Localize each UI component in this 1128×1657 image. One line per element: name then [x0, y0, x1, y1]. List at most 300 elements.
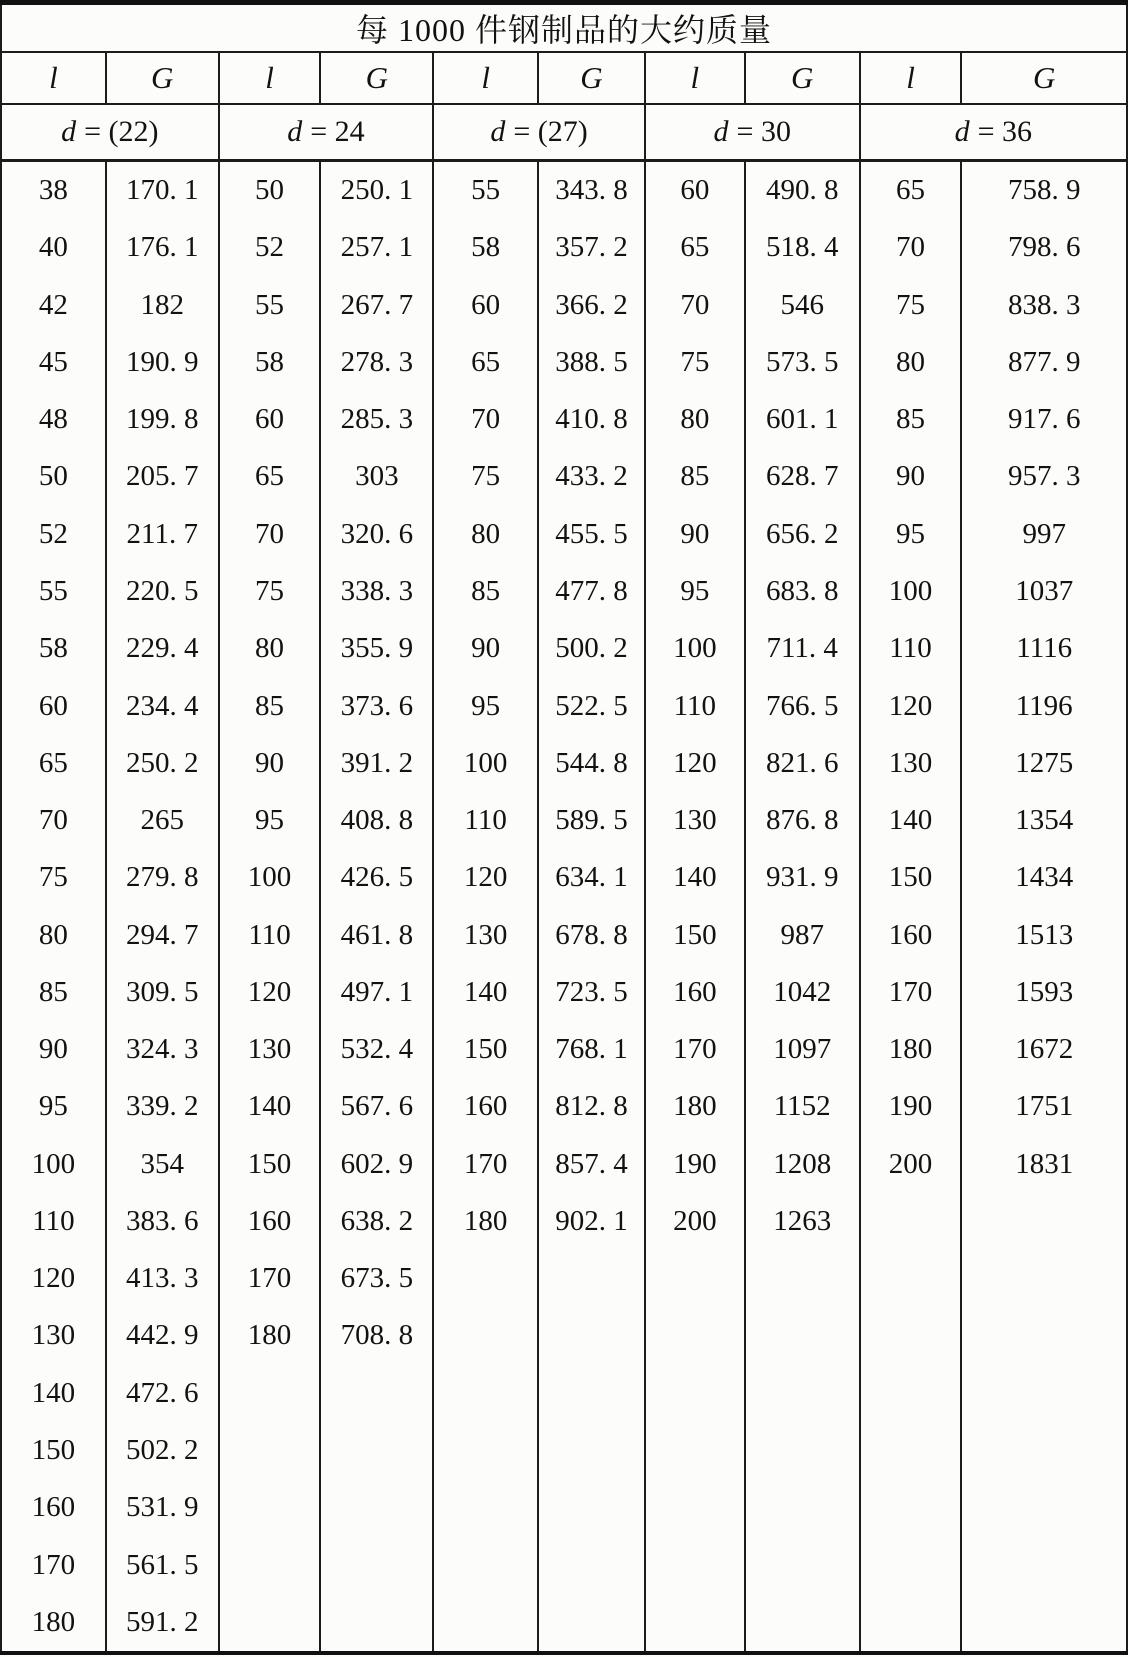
d-value: = (27) [513, 115, 588, 148]
g-value-cell: 408. 8 [320, 792, 433, 849]
g-value-cell [538, 1365, 645, 1422]
l-value-cell: 120 [860, 677, 962, 734]
g-value-cell: 250. 1 [320, 161, 433, 220]
g-value-cell: 357. 2 [538, 219, 645, 276]
d-value: = 36 [977, 115, 1033, 148]
g-header: G [106, 52, 219, 104]
g-value-cell: 320. 6 [320, 506, 433, 563]
g-value-cell [961, 1422, 1127, 1479]
g-value-cell: 229. 4 [106, 620, 219, 677]
l-value-cell: 130 [1, 1307, 106, 1364]
diameter-d22 [1, 104, 219, 161]
g-value-cell: 532. 4 [320, 1021, 433, 1078]
l-value-cell [433, 1594, 538, 1653]
g-value-cell: 812. 8 [538, 1078, 645, 1135]
l-value-cell [433, 1365, 538, 1422]
l-value-cell: 55 [433, 161, 538, 220]
l-value-cell: 120 [433, 849, 538, 906]
l-value-cell: 90 [860, 448, 962, 505]
d-value: = 30 [736, 115, 791, 148]
l-value-cell: 100 [1, 1136, 106, 1193]
l-value-cell: 45 [1, 334, 106, 391]
g-value-cell [538, 1594, 645, 1653]
g-value-cell: 388. 5 [538, 334, 645, 391]
g-value-cell: 601. 1 [745, 391, 860, 448]
g-value-cell: 518. 4 [745, 219, 860, 276]
g-value-cell: 199. 8 [106, 391, 219, 448]
l-value-cell [433, 1307, 538, 1364]
l-value-cell: 95 [1, 1078, 106, 1135]
table-row [1, 1422, 1127, 1479]
l-value-cell: 55 [1, 563, 106, 620]
g-value-cell: 876. 8 [745, 792, 860, 849]
l-value-cell: 140 [645, 849, 745, 906]
l-value-cell: 110 [1, 1193, 106, 1250]
g-value-cell: 573. 5 [745, 334, 860, 391]
g-value-cell: 391. 2 [320, 735, 433, 792]
l-value-cell: 85 [860, 391, 962, 448]
l-value-cell: 75 [1, 849, 106, 906]
l-value-cell: 80 [645, 391, 745, 448]
g-value-cell: 500. 2 [538, 620, 645, 677]
d-symbol: d [954, 115, 970, 148]
g-value-cell: 546 [745, 277, 860, 334]
l-value-cell: 52 [1, 506, 106, 563]
l-value-cell: 150 [645, 906, 745, 963]
g-value-cell: 1672 [961, 1021, 1127, 1078]
g-value-cell: 338. 3 [320, 563, 433, 620]
g-value-cell: 426. 5 [320, 849, 433, 906]
table-row [1, 735, 1127, 792]
l-value-cell: 52 [219, 219, 321, 276]
l-value-cell: 75 [860, 277, 962, 334]
l-value-cell: 60 [219, 391, 321, 448]
g-value-cell: 602. 9 [320, 1136, 433, 1193]
g-value-cell: 1434 [961, 849, 1127, 906]
g-value-cell: 711. 4 [745, 620, 860, 677]
g-value-cell: 303 [320, 448, 433, 505]
d-symbol: d [490, 115, 506, 148]
l-value-cell [860, 1479, 962, 1536]
l-value-cell: 75 [645, 334, 745, 391]
g-value-cell: 1593 [961, 964, 1127, 1021]
g-value-cell: 1208 [745, 1136, 860, 1193]
l-value-cell: 42 [1, 277, 106, 334]
g-value-cell: 324. 3 [106, 1021, 219, 1078]
g-value-cell: 838. 3 [961, 277, 1127, 334]
l-value-cell: 70 [860, 219, 962, 276]
g-value-cell: 656. 2 [745, 506, 860, 563]
l-value-cell: 140 [219, 1078, 321, 1135]
l-value-cell [860, 1365, 962, 1422]
l-value-cell [860, 1594, 962, 1653]
table-body [1, 161, 1127, 1654]
l-value-cell: 110 [860, 620, 962, 677]
l-value-cell: 160 [1, 1479, 106, 1536]
d-symbol: d [287, 115, 303, 148]
g-value-cell: 279. 8 [106, 849, 219, 906]
l-value-cell: 110 [645, 677, 745, 734]
l-value-cell [860, 1307, 962, 1364]
g-value-cell: 373. 6 [320, 677, 433, 734]
l-value-cell: 120 [219, 964, 321, 1021]
g-value-cell: 678. 8 [538, 906, 645, 963]
l-value-cell [860, 1422, 962, 1479]
g-value-cell: 1037 [961, 563, 1127, 620]
column-header-row [1, 52, 1127, 104]
table-row [1, 563, 1127, 620]
l-value-cell: 90 [645, 506, 745, 563]
g-value-cell: 267. 7 [320, 277, 433, 334]
l-value-cell: 60 [645, 161, 745, 220]
l-value-cell: 90 [433, 620, 538, 677]
l-value-cell: 160 [645, 964, 745, 1021]
g-value-cell: 410. 8 [538, 391, 645, 448]
table-row [1, 334, 1127, 391]
l-value-cell: 190 [860, 1078, 962, 1135]
l-value-cell: 80 [219, 620, 321, 677]
g-value-cell: 1263 [745, 1193, 860, 1250]
l-value-cell: 75 [219, 563, 321, 620]
g-value-cell: 355. 9 [320, 620, 433, 677]
l-value-cell [645, 1250, 745, 1307]
l-value-cell [645, 1422, 745, 1479]
g-value-cell: 723. 5 [538, 964, 645, 1021]
g-value-cell: 634. 1 [538, 849, 645, 906]
l-value-cell: 170 [219, 1250, 321, 1307]
l-value-cell: 110 [219, 906, 321, 963]
diameter-header-row [1, 104, 1127, 161]
l-value-cell: 50 [1, 448, 106, 505]
l-value-cell [433, 1422, 538, 1479]
g-value-cell: 1275 [961, 735, 1127, 792]
table-row [1, 1078, 1127, 1135]
l-value-cell: 85 [1, 964, 106, 1021]
g-value-cell: 339. 2 [106, 1078, 219, 1135]
g-value-cell [745, 1307, 860, 1364]
l-value-cell: 120 [1, 1250, 106, 1307]
d-value: = (22) [84, 115, 159, 148]
l-value-cell: 60 [1, 677, 106, 734]
g-value-cell [320, 1365, 433, 1422]
table-row [1, 1536, 1127, 1593]
l-value-cell: 95 [219, 792, 321, 849]
l-header: l [645, 52, 745, 104]
g-value-cell: 1196 [961, 677, 1127, 734]
table-title: 每 1000 件钢制品的大约质量 [1, 3, 1127, 53]
g-value-cell: 638. 2 [320, 1193, 433, 1250]
g-value-cell: 1097 [745, 1021, 860, 1078]
l-value-cell: 170 [860, 964, 962, 1021]
g-value-cell: 472. 6 [106, 1365, 219, 1422]
l-value-cell: 180 [219, 1307, 321, 1364]
l-value-cell: 70 [645, 277, 745, 334]
diameter-d24 [219, 104, 434, 161]
g-value-cell: 628. 7 [745, 448, 860, 505]
l-value-cell: 140 [860, 792, 962, 849]
l-value-cell: 80 [433, 506, 538, 563]
g-value-cell: 877. 9 [961, 334, 1127, 391]
g-value-cell: 285. 3 [320, 391, 433, 448]
table-row [1, 391, 1127, 448]
table-row [1, 1594, 1127, 1653]
g-value-cell: 170. 1 [106, 161, 219, 220]
g-value-cell: 589. 5 [538, 792, 645, 849]
g-value-cell: 294. 7 [106, 906, 219, 963]
l-value-cell: 130 [433, 906, 538, 963]
l-value-cell: 140 [433, 964, 538, 1021]
l-value-cell: 70 [433, 391, 538, 448]
l-value-cell: 65 [645, 219, 745, 276]
l-value-cell: 38 [1, 161, 106, 220]
l-value-cell: 200 [860, 1136, 962, 1193]
g-header: G [745, 52, 860, 104]
g-value-cell: 1751 [961, 1078, 1127, 1135]
g-value-cell: 234. 4 [106, 677, 219, 734]
table-row [1, 1365, 1127, 1422]
g-value-cell: 309. 5 [106, 964, 219, 1021]
g-value-cell: 265 [106, 792, 219, 849]
l-value-cell: 65 [433, 334, 538, 391]
g-value-cell: 683. 8 [745, 563, 860, 620]
l-value-cell: 160 [860, 906, 962, 963]
g-value-cell: 522. 5 [538, 677, 645, 734]
table-row [1, 620, 1127, 677]
l-value-cell: 80 [1, 906, 106, 963]
l-value-cell: 50 [219, 161, 321, 220]
l-value-cell: 170 [645, 1021, 745, 1078]
g-value-cell [745, 1250, 860, 1307]
g-value-cell: 455. 5 [538, 506, 645, 563]
l-value-cell: 100 [433, 735, 538, 792]
g-value-cell [320, 1536, 433, 1593]
l-value-cell: 95 [645, 563, 745, 620]
g-value-cell: 1116 [961, 620, 1127, 677]
g-value-cell: 220. 5 [106, 563, 219, 620]
l-value-cell [219, 1365, 321, 1422]
l-value-cell [219, 1422, 321, 1479]
l-value-cell [645, 1479, 745, 1536]
g-value-cell: 502. 2 [106, 1422, 219, 1479]
g-value-cell: 1513 [961, 906, 1127, 963]
g-value-cell: 987 [745, 906, 860, 963]
table-row [1, 161, 1127, 220]
g-value-cell: 343. 8 [538, 161, 645, 220]
l-value-cell [433, 1479, 538, 1536]
l-value-cell: 85 [219, 677, 321, 734]
g-value-cell: 857. 4 [538, 1136, 645, 1193]
g-value-cell [745, 1479, 860, 1536]
table-row [1, 506, 1127, 563]
l-value-cell [645, 1307, 745, 1364]
diameter-d27 [433, 104, 645, 161]
g-value-cell: 708. 8 [320, 1307, 433, 1364]
l-header: l [433, 52, 538, 104]
g-value-cell [745, 1422, 860, 1479]
table-row [1, 219, 1127, 276]
l-value-cell: 85 [433, 563, 538, 620]
table-row [1, 906, 1127, 963]
l-value-cell: 65 [1, 735, 106, 792]
g-value-cell [961, 1193, 1127, 1250]
g-value-cell: 366. 2 [538, 277, 645, 334]
l-value-cell: 70 [219, 506, 321, 563]
d-symbol: d [61, 115, 77, 148]
l-value-cell: 140 [1, 1365, 106, 1422]
g-value-cell [538, 1536, 645, 1593]
table-row [1, 1193, 1127, 1250]
g-value-cell: 413. 3 [106, 1250, 219, 1307]
g-value-cell: 257. 1 [320, 219, 433, 276]
l-value-cell: 85 [645, 448, 745, 505]
l-value-cell [860, 1536, 962, 1593]
g-value-cell: 821. 6 [745, 735, 860, 792]
l-value-cell [860, 1193, 962, 1250]
g-value-cell: 1152 [745, 1078, 860, 1135]
l-value-cell [433, 1536, 538, 1593]
l-value-cell: 90 [219, 735, 321, 792]
g-value-cell [961, 1365, 1127, 1422]
g-value-cell: 957. 3 [961, 448, 1127, 505]
g-header: G [961, 52, 1127, 104]
table-row [1, 849, 1127, 906]
d-symbol: d [713, 115, 729, 148]
l-value-cell: 190 [645, 1136, 745, 1193]
l-value-cell: 95 [860, 506, 962, 563]
l-value-cell: 65 [860, 161, 962, 220]
g-value-cell: 567. 6 [320, 1078, 433, 1135]
l-value-cell: 55 [219, 277, 321, 334]
l-value-cell: 150 [219, 1136, 321, 1193]
g-value-cell: 591. 2 [106, 1594, 219, 1653]
g-value-cell [538, 1250, 645, 1307]
g-value-cell: 561. 5 [106, 1536, 219, 1593]
l-value-cell: 180 [433, 1193, 538, 1250]
g-value-cell [745, 1536, 860, 1593]
l-value-cell: 100 [219, 849, 321, 906]
g-value-cell: 190. 9 [106, 334, 219, 391]
g-value-cell [745, 1594, 860, 1653]
g-value-cell: 1042 [745, 964, 860, 1021]
l-value-cell: 120 [645, 735, 745, 792]
l-value-cell: 150 [433, 1021, 538, 1078]
g-value-cell: 442. 9 [106, 1307, 219, 1364]
l-value-cell [219, 1536, 321, 1593]
l-value-cell: 70 [1, 792, 106, 849]
l-value-cell [433, 1250, 538, 1307]
g-value-cell: 176. 1 [106, 219, 219, 276]
l-value-cell: 100 [860, 563, 962, 620]
table-row [1, 448, 1127, 505]
l-value-cell: 160 [433, 1078, 538, 1135]
l-value-cell: 150 [1, 1422, 106, 1479]
g-value-cell: 433. 2 [538, 448, 645, 505]
l-value-cell: 180 [860, 1021, 962, 1078]
l-value-cell: 90 [1, 1021, 106, 1078]
table-row [1, 1479, 1127, 1536]
g-value-cell: 798. 6 [961, 219, 1127, 276]
diameter-d36 [860, 104, 1127, 161]
l-value-cell: 170 [1, 1536, 106, 1593]
g-header: G [538, 52, 645, 104]
g-value-cell: 917. 6 [961, 391, 1127, 448]
l-header: l [1, 52, 106, 104]
g-value-cell [745, 1365, 860, 1422]
table-row [1, 1307, 1127, 1364]
l-value-cell: 150 [860, 849, 962, 906]
table-row [1, 1021, 1127, 1078]
table-row [1, 792, 1127, 849]
l-value-cell: 180 [645, 1078, 745, 1135]
g-value-cell: 1831 [961, 1136, 1127, 1193]
d-value: = 24 [310, 115, 365, 148]
l-value-cell: 130 [860, 735, 962, 792]
g-value-cell: 383. 6 [106, 1193, 219, 1250]
table-row [1, 964, 1127, 1021]
l-value-cell: 95 [433, 677, 538, 734]
l-value-cell [219, 1479, 321, 1536]
l-header: l [860, 52, 962, 104]
g-value-cell [961, 1307, 1127, 1364]
g-value-cell [320, 1594, 433, 1653]
g-value-cell: 544. 8 [538, 735, 645, 792]
g-value-cell: 1354 [961, 792, 1127, 849]
l-header: l [219, 52, 321, 104]
g-value-cell: 490. 8 [745, 161, 860, 220]
g-value-cell [961, 1594, 1127, 1653]
l-value-cell: 80 [860, 334, 962, 391]
l-value-cell: 58 [1, 620, 106, 677]
l-value-cell [219, 1594, 321, 1653]
g-value-cell [538, 1307, 645, 1364]
l-value-cell: 48 [1, 391, 106, 448]
g-value-cell: 768. 1 [538, 1021, 645, 1078]
l-value-cell: 160 [219, 1193, 321, 1250]
g-value-cell: 531. 9 [106, 1479, 219, 1536]
g-value-cell: 931. 9 [745, 849, 860, 906]
table-row [1, 1136, 1127, 1193]
l-value-cell: 60 [433, 277, 538, 334]
g-value-cell: 766. 5 [745, 677, 860, 734]
g-value-cell: 997 [961, 506, 1127, 563]
l-value-cell: 65 [219, 448, 321, 505]
l-value-cell: 170 [433, 1136, 538, 1193]
g-header: G [320, 52, 433, 104]
l-value-cell: 110 [433, 792, 538, 849]
diameter-d30 [645, 104, 860, 161]
g-value-cell: 497. 1 [320, 964, 433, 1021]
l-value-cell: 58 [433, 219, 538, 276]
l-value-cell: 75 [433, 448, 538, 505]
g-value-cell: 250. 2 [106, 735, 219, 792]
l-value-cell: 58 [219, 334, 321, 391]
g-value-cell: 211. 7 [106, 506, 219, 563]
g-value-cell: 278. 3 [320, 334, 433, 391]
l-value-cell: 200 [645, 1193, 745, 1250]
g-value-cell: 758. 9 [961, 161, 1127, 220]
g-value-cell [961, 1250, 1127, 1307]
g-value-cell [320, 1422, 433, 1479]
g-value-cell: 902. 1 [538, 1193, 645, 1250]
table-row [1, 277, 1127, 334]
l-value-cell: 180 [1, 1594, 106, 1653]
l-value-cell: 100 [645, 620, 745, 677]
g-value-cell [961, 1479, 1127, 1536]
l-value-cell [645, 1536, 745, 1593]
l-value-cell: 40 [1, 219, 106, 276]
g-value-cell: 182 [106, 277, 219, 334]
g-value-cell: 354 [106, 1136, 219, 1193]
